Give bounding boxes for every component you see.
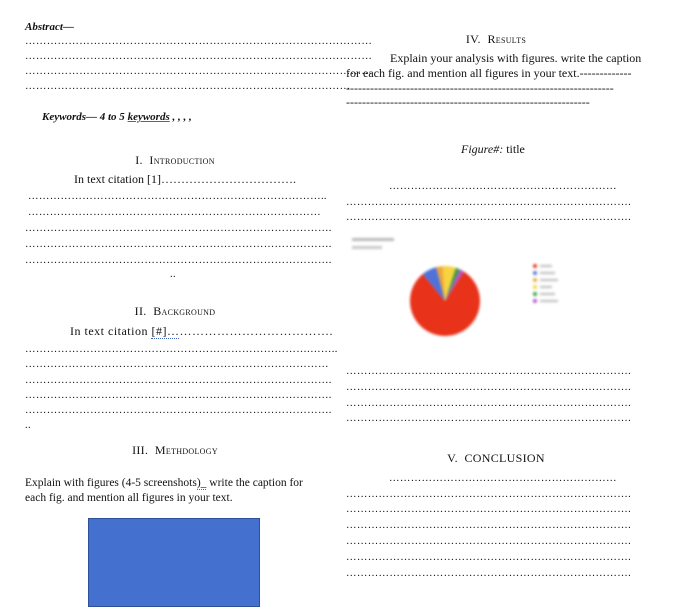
results-line: …………………………………………………………………….: [346, 366, 632, 377]
figure-title: title: [503, 142, 525, 156]
section-title: CONCLUSION: [464, 451, 545, 465]
legend-svg: [532, 263, 572, 308]
introduction-line: ………………………………………………………………………: [28, 207, 321, 218]
section-title: Introduction: [149, 153, 215, 167]
abstract-line: ………………………………………………………………………………: [25, 81, 351, 92]
legend-items: [533, 264, 558, 303]
introduction-line: ………………………………………………………………………….: [25, 255, 332, 266]
conclusion-line: …………………………………………………………………….: [346, 520, 632, 531]
figure-caption: [461, 142, 525, 157]
figure-placeholder: [88, 518, 260, 607]
background-line: ………………………………………………………………………….: [25, 405, 332, 416]
legend-text-smudge: [540, 286, 552, 288]
section-number: IV.: [465, 32, 481, 46]
background-line: …………………………………………………………………….……..: [25, 344, 338, 355]
conclusion-line: …………………………………………………………………….: [346, 552, 632, 563]
background-line: ………………………………………………………………………….: [25, 390, 332, 401]
conclusion-line: …………………………………………………………………….: [346, 504, 632, 515]
results-line: …………………………………………………………………….: [346, 212, 632, 223]
section-number: III.: [132, 443, 149, 457]
legend-swatch: [533, 299, 537, 303]
results-paragraph: -------------------------------------------------------------------: [346, 81, 614, 95]
legend-swatch: [533, 278, 537, 282]
section-title: Methdology: [154, 443, 218, 457]
conclusion-line: ………………………………………………………: [389, 473, 617, 484]
results-paragraph: -------------------------------------------------------------: [346, 95, 590, 109]
abstract-line: ……………………………………………………………………………………: [25, 36, 373, 47]
chart-subtitle-smudge: [352, 246, 382, 249]
legend-swatch: [533, 271, 537, 275]
pie-slices: [410, 266, 480, 336]
results-paragraph: for each fig. and mention all figures in your text.-------------: [346, 66, 632, 80]
abstract-line: ……………………………………………………………………………………: [25, 51, 373, 62]
keywords-suffix: , , , ,: [169, 111, 192, 123]
section-title: Background: [153, 304, 216, 318]
chart-title-smudge: [352, 238, 394, 241]
introduction-lead: In text citation [1]…………………………….: [74, 172, 296, 186]
methodology-text-continued: write the caption for: [206, 477, 303, 489]
section-heading-results: [346, 32, 646, 47]
methodology-text: Explain with figures (4-5 screenshots: [25, 477, 197, 489]
keywords-line: [42, 110, 192, 124]
section-number: V.: [447, 451, 458, 465]
chart-legend: [532, 263, 572, 308]
legend-swatch: [533, 285, 537, 289]
pie-chart: [401, 264, 491, 344]
section-title: Results: [487, 32, 527, 46]
background-line: …………………………………………………………………………: [25, 359, 329, 370]
methodology-link[interactable]: )_: [196, 477, 207, 489]
legend-text-smudge: [540, 265, 552, 267]
citation-link[interactable]: [#]…: [151, 324, 180, 338]
legend-text-smudge: [540, 279, 558, 281]
section-heading-introduction: [25, 153, 325, 168]
results-paragraph: Explain your analysis with figures. write the caption: [390, 51, 642, 65]
methodology-text-line: [25, 476, 303, 491]
abstract-label: Abstract—: [25, 21, 74, 33]
background-lead-dots: ……………………………….: [179, 324, 333, 338]
legend-text-smudge: [540, 300, 558, 302]
legend-text-smudge: [540, 293, 555, 295]
background-lead: [70, 324, 333, 339]
abstract-line: ……………………………………………………………………………………: [25, 66, 373, 77]
results-line: …………………………………………………………………….: [346, 398, 632, 409]
background-line: ………………………………………………………………………….: [25, 375, 332, 386]
introduction-line: ………………………………………………………………………..: [28, 191, 327, 202]
background-line: ..: [25, 420, 31, 431]
section-number: II.: [134, 304, 147, 318]
keywords-link[interactable]: keywords: [127, 111, 170, 123]
section-heading-background: [25, 304, 325, 319]
introduction-line: ………………………………………………………………………….: [25, 223, 332, 234]
introduction-line: ..: [170, 269, 176, 280]
introduction-line: ………………………………………………………………………….: [25, 239, 332, 250]
legend-swatch: [533, 264, 537, 268]
legend-swatch: [533, 292, 537, 296]
legend-text-smudge: [540, 272, 555, 274]
figure-label: Figure#:: [461, 142, 504, 156]
keywords-prefix: Keywords— 4 to 5: [42, 111, 128, 123]
section-heading-methodology: [25, 443, 325, 458]
conclusion-line: …………………………………………………………………….: [346, 568, 632, 579]
background-lead-text: In text citation: [70, 324, 152, 338]
results-line: …………………………………………………………………….: [346, 197, 632, 208]
results-line: ………………………………………………………: [389, 181, 617, 192]
methodology-text-line: each fig. and mention all figures in your text.: [25, 492, 233, 504]
conclusion-line: …………………………………………………………………….: [346, 536, 632, 547]
conclusion-line: …………………………………………………………………….: [346, 489, 632, 500]
section-number: I.: [135, 153, 143, 167]
results-line: …………………………………………………………………….: [346, 413, 632, 424]
section-heading-conclusion: [346, 451, 646, 466]
results-line: …………………………………………………………………….: [346, 382, 632, 393]
